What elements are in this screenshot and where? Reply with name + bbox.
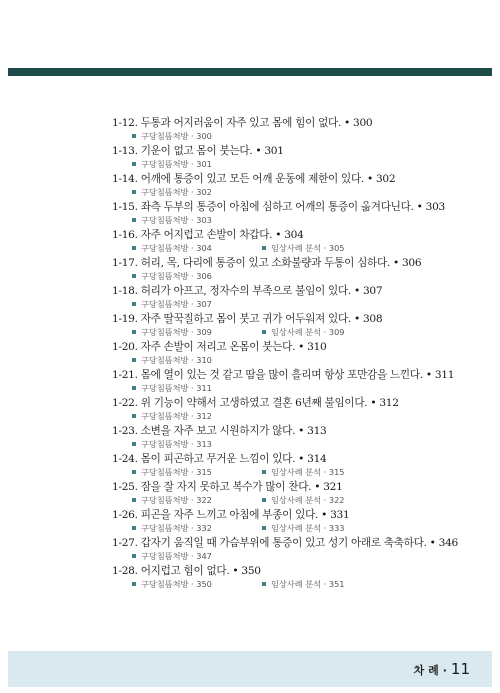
toc-entry-page: • 303 bbox=[416, 201, 445, 213]
toc-subentry bbox=[132, 326, 262, 339]
toc-subentries bbox=[132, 578, 492, 591]
square-bullet-icon bbox=[262, 498, 266, 502]
toc-subentry bbox=[132, 354, 262, 367]
toc-entry-title: 1-16. 자주 어지럽고 손발이 차갑다. bbox=[112, 229, 273, 241]
toc-entry-page: • 302 bbox=[366, 173, 396, 185]
toc-subentry-label: 구당침뜸처방 · 309 bbox=[141, 327, 212, 337]
toc-entry-title-line bbox=[112, 480, 492, 494]
toc-entry-title-line bbox=[112, 424, 492, 438]
toc-entry-title-line bbox=[112, 536, 492, 550]
square-bullet-icon bbox=[132, 246, 136, 250]
toc-subentry-label: 임상사례 분석 · 322 bbox=[271, 495, 345, 505]
toc-entry-title: 1-13. 기운이 없고 몸이 붓는다. bbox=[112, 145, 253, 157]
toc-entry-title: 1-18. 허리가 아프고, 정자수의 부족으로 불임이 있다. bbox=[112, 285, 351, 297]
toc-subentries bbox=[132, 494, 492, 507]
toc-subentries bbox=[132, 354, 492, 367]
toc-subentry bbox=[132, 410, 262, 423]
toc-subentry-label: 구당침뜸처방 · 311 bbox=[141, 383, 212, 393]
toc-entry bbox=[112, 144, 492, 171]
toc-subentry-label: 임상사례 분석 · 315 bbox=[271, 467, 345, 477]
toc-subentry bbox=[262, 522, 392, 535]
toc-subentries bbox=[132, 466, 492, 479]
toc-entry-title-line bbox=[112, 312, 492, 326]
toc-entry-title-line bbox=[112, 564, 492, 578]
square-bullet-icon bbox=[132, 554, 136, 558]
table-of-contents bbox=[112, 116, 492, 592]
square-bullet-icon bbox=[262, 582, 266, 586]
square-bullet-icon bbox=[262, 330, 266, 334]
toc-entry-page: • 300 bbox=[344, 117, 373, 129]
toc-entry-title-line bbox=[112, 172, 492, 186]
toc-subentry bbox=[262, 494, 392, 507]
toc-entry-page: • 301 bbox=[255, 145, 284, 157]
toc-subentries bbox=[132, 158, 492, 171]
square-bullet-icon bbox=[132, 274, 136, 278]
toc-entry-page: • 314 bbox=[298, 453, 327, 465]
toc-subentry bbox=[262, 242, 392, 255]
square-bullet-icon bbox=[262, 246, 266, 250]
toc-subentries bbox=[132, 214, 492, 227]
toc-subentries bbox=[132, 130, 492, 143]
toc-subentries bbox=[132, 270, 492, 283]
toc-entry bbox=[112, 340, 492, 367]
toc-subentry bbox=[262, 466, 392, 479]
toc-subentry bbox=[132, 438, 262, 451]
toc-subentries bbox=[132, 326, 492, 339]
toc-entry bbox=[112, 116, 492, 143]
toc-entry-title: 1-21. 몸에 열이 있는 것 같고 땀을 많이 흘리며 항상 포만감을 느낀다. bbox=[112, 369, 423, 381]
toc-subentries bbox=[132, 242, 492, 255]
square-bullet-icon bbox=[262, 526, 266, 530]
toc-entry bbox=[112, 424, 492, 451]
toc-entry-title-line bbox=[112, 200, 492, 214]
toc-entry-page: • 310 bbox=[298, 341, 327, 353]
square-bullet-icon bbox=[132, 302, 136, 306]
square-bullet-icon bbox=[132, 470, 136, 474]
toc-entry bbox=[112, 564, 492, 591]
toc-entry-title-line bbox=[112, 284, 492, 298]
toc-entry-page: • 321 bbox=[314, 481, 343, 493]
toc-entry bbox=[112, 200, 492, 227]
toc-entry-title: 1-22. 위 기능이 약해서 고생하였고 결혼 6년째 불임이다. bbox=[112, 397, 368, 409]
footer-label: 차 례 bbox=[413, 664, 439, 677]
toc-subentry-label: 구당침뜸처방 · 315 bbox=[141, 467, 212, 477]
header-rule bbox=[8, 68, 492, 76]
toc-subentry-label: 임상사례 분석 · 351 bbox=[271, 579, 345, 589]
toc-entry-title: 1-26. 피곤을 자주 느끼고 아침에 부종이 있다. bbox=[112, 509, 319, 521]
toc-entry bbox=[112, 312, 492, 339]
toc-entry bbox=[112, 172, 492, 199]
toc-entry-title-line bbox=[112, 256, 492, 270]
toc-entry bbox=[112, 536, 492, 563]
toc-entry-page: • 304 bbox=[275, 229, 304, 241]
toc-entry-title: 1-25. 잠을 잘 자지 못하고 복수가 많이 찬다. bbox=[112, 481, 312, 493]
toc-entry-title-line bbox=[112, 340, 492, 354]
toc-subentry-label: 구당침뜸처방 · 350 bbox=[141, 579, 212, 589]
toc-subentry-label: 임상사례 분석 · 305 bbox=[271, 243, 345, 253]
toc-subentries bbox=[132, 410, 492, 423]
page-footer bbox=[414, 651, 470, 687]
toc-subentry bbox=[262, 326, 392, 339]
toc-subentry-label: 구당침뜸처방 · 332 bbox=[141, 523, 212, 533]
toc-entry-page: • 313 bbox=[298, 425, 327, 437]
toc-entry-title: 1-19. 자주 딸꾹질하고 몸이 붓고 귀가 어두워져 있다. bbox=[112, 313, 351, 325]
toc-subentry-label: 구당침뜸처방 · 313 bbox=[141, 439, 212, 449]
toc-subentry bbox=[132, 130, 262, 143]
toc-entry bbox=[112, 284, 492, 311]
toc-entry-title: 1-14. 어깨에 통증이 있고 모든 어깨 운동에 제한이 있다. bbox=[112, 173, 364, 185]
toc-entry-title: 1-20. 자주 손발이 저리고 온몸이 붓는다. bbox=[112, 341, 296, 353]
toc-subentries bbox=[132, 550, 492, 563]
toc-subentries bbox=[132, 438, 492, 451]
toc-subentry bbox=[132, 578, 262, 591]
toc-entry-title-line bbox=[112, 452, 492, 466]
toc-subentry-label: 구당침뜸처방 · 347 bbox=[141, 551, 212, 561]
toc-subentry bbox=[132, 494, 262, 507]
toc-subentry bbox=[132, 186, 262, 199]
toc-subentry-label: 구당침뜸처방 · 301 bbox=[141, 159, 212, 169]
square-bullet-icon bbox=[132, 414, 136, 418]
square-bullet-icon bbox=[132, 358, 136, 362]
toc-entry-title-line bbox=[112, 508, 492, 522]
toc-entry-page: • 312 bbox=[370, 397, 399, 409]
toc-subentry bbox=[132, 550, 262, 563]
toc-subentries bbox=[132, 298, 492, 311]
page-number: 11 bbox=[450, 660, 470, 678]
toc-entry-page: • 311 bbox=[425, 369, 455, 381]
toc-subentry bbox=[262, 578, 392, 591]
square-bullet-icon bbox=[132, 190, 136, 194]
toc-subentry-label: 구당침뜸처방 · 302 bbox=[141, 187, 212, 197]
square-bullet-icon bbox=[132, 498, 136, 502]
toc-subentry-label: 구당침뜸처방 · 307 bbox=[141, 299, 212, 309]
toc-entry-title: 1-12. 두통과 어지러움이 자주 있고 몸에 힘이 없다. bbox=[112, 117, 342, 129]
toc-subentry bbox=[132, 298, 262, 311]
toc-subentry bbox=[132, 382, 262, 395]
toc-entry bbox=[112, 368, 492, 395]
toc-entry bbox=[112, 452, 492, 479]
toc-entry-page: • 308 bbox=[353, 313, 383, 325]
square-bullet-icon bbox=[132, 526, 136, 530]
toc-subentry-label: 구당침뜸처방 · 312 bbox=[141, 411, 212, 421]
square-bullet-icon bbox=[132, 218, 136, 222]
toc-entry-title: 1-28. 어지럽고 힘이 없다. bbox=[112, 565, 230, 577]
toc-subentry-label: 구당침뜸처방 · 304 bbox=[141, 243, 212, 253]
toc-entry bbox=[112, 396, 492, 423]
toc-subentry-label: 구당침뜸처방 · 322 bbox=[141, 495, 212, 505]
square-bullet-icon bbox=[262, 470, 266, 474]
toc-entry-title-line bbox=[112, 228, 492, 242]
toc-entry-title: 1-15. 좌측 두부의 통증이 아침에 심하고 어깨의 통증이 옮겨다닌다. bbox=[112, 201, 414, 213]
toc-entry bbox=[112, 228, 492, 255]
toc-subentries bbox=[132, 522, 492, 535]
toc-subentries bbox=[132, 186, 492, 199]
square-bullet-icon bbox=[132, 330, 136, 334]
toc-entry-title: 1-23. 소변을 자주 보고 시원하지가 않다. bbox=[112, 425, 296, 437]
square-bullet-icon bbox=[132, 442, 136, 446]
square-bullet-icon bbox=[132, 582, 136, 586]
toc-subentry-label: 구당침뜸처방 · 310 bbox=[141, 355, 212, 365]
toc-subentry bbox=[132, 214, 262, 227]
toc-entry-page: • 350 bbox=[232, 565, 261, 577]
toc-entry bbox=[112, 508, 492, 535]
toc-entry-title-line bbox=[112, 116, 492, 130]
toc-entry-title: 1-27. 갑자기 움직일 때 가슴부위에 통증이 있고 성기 아래로 축축하다. bbox=[112, 537, 427, 549]
toc-subentry bbox=[132, 522, 262, 535]
toc-subentry-label: 임상사례 분석 · 309 bbox=[271, 327, 345, 337]
toc-subentry bbox=[132, 242, 262, 255]
toc-entry-page: • 307 bbox=[353, 285, 383, 297]
toc-subentry bbox=[132, 270, 262, 283]
toc-subentry-label: 구당침뜸처방 · 300 bbox=[141, 131, 212, 141]
square-bullet-icon bbox=[132, 134, 136, 138]
toc-entry-page: • 346 bbox=[429, 537, 458, 549]
toc-entry bbox=[112, 480, 492, 507]
toc-subentry-label: 구당침뜸처방 · 303 bbox=[141, 215, 212, 225]
toc-subentry-label: 임상사례 분석 · 333 bbox=[271, 523, 345, 533]
toc-entry-title: 1-17. 허리, 목, 다리에 통증이 있고 소화불량과 두통이 심하다. bbox=[112, 257, 390, 269]
toc-entry bbox=[112, 256, 492, 283]
toc-subentries bbox=[132, 382, 492, 395]
toc-entry-title: 1-24. 몸이 피곤하고 무거운 느낌이 있다. bbox=[112, 453, 296, 465]
square-bullet-icon bbox=[132, 386, 136, 390]
toc-entry-page: • 306 bbox=[392, 257, 422, 269]
toc-entry-page: • 331 bbox=[321, 509, 350, 521]
footer-separator: · bbox=[442, 664, 447, 677]
toc-subentry-label: 구당침뜸처방 · 306 bbox=[141, 271, 212, 281]
toc-subentry bbox=[132, 466, 262, 479]
toc-subentry bbox=[132, 158, 262, 171]
toc-entry-title-line bbox=[112, 144, 492, 158]
toc-entry-title-line bbox=[112, 396, 492, 410]
toc-entry-title-line bbox=[112, 368, 492, 382]
square-bullet-icon bbox=[132, 162, 136, 166]
